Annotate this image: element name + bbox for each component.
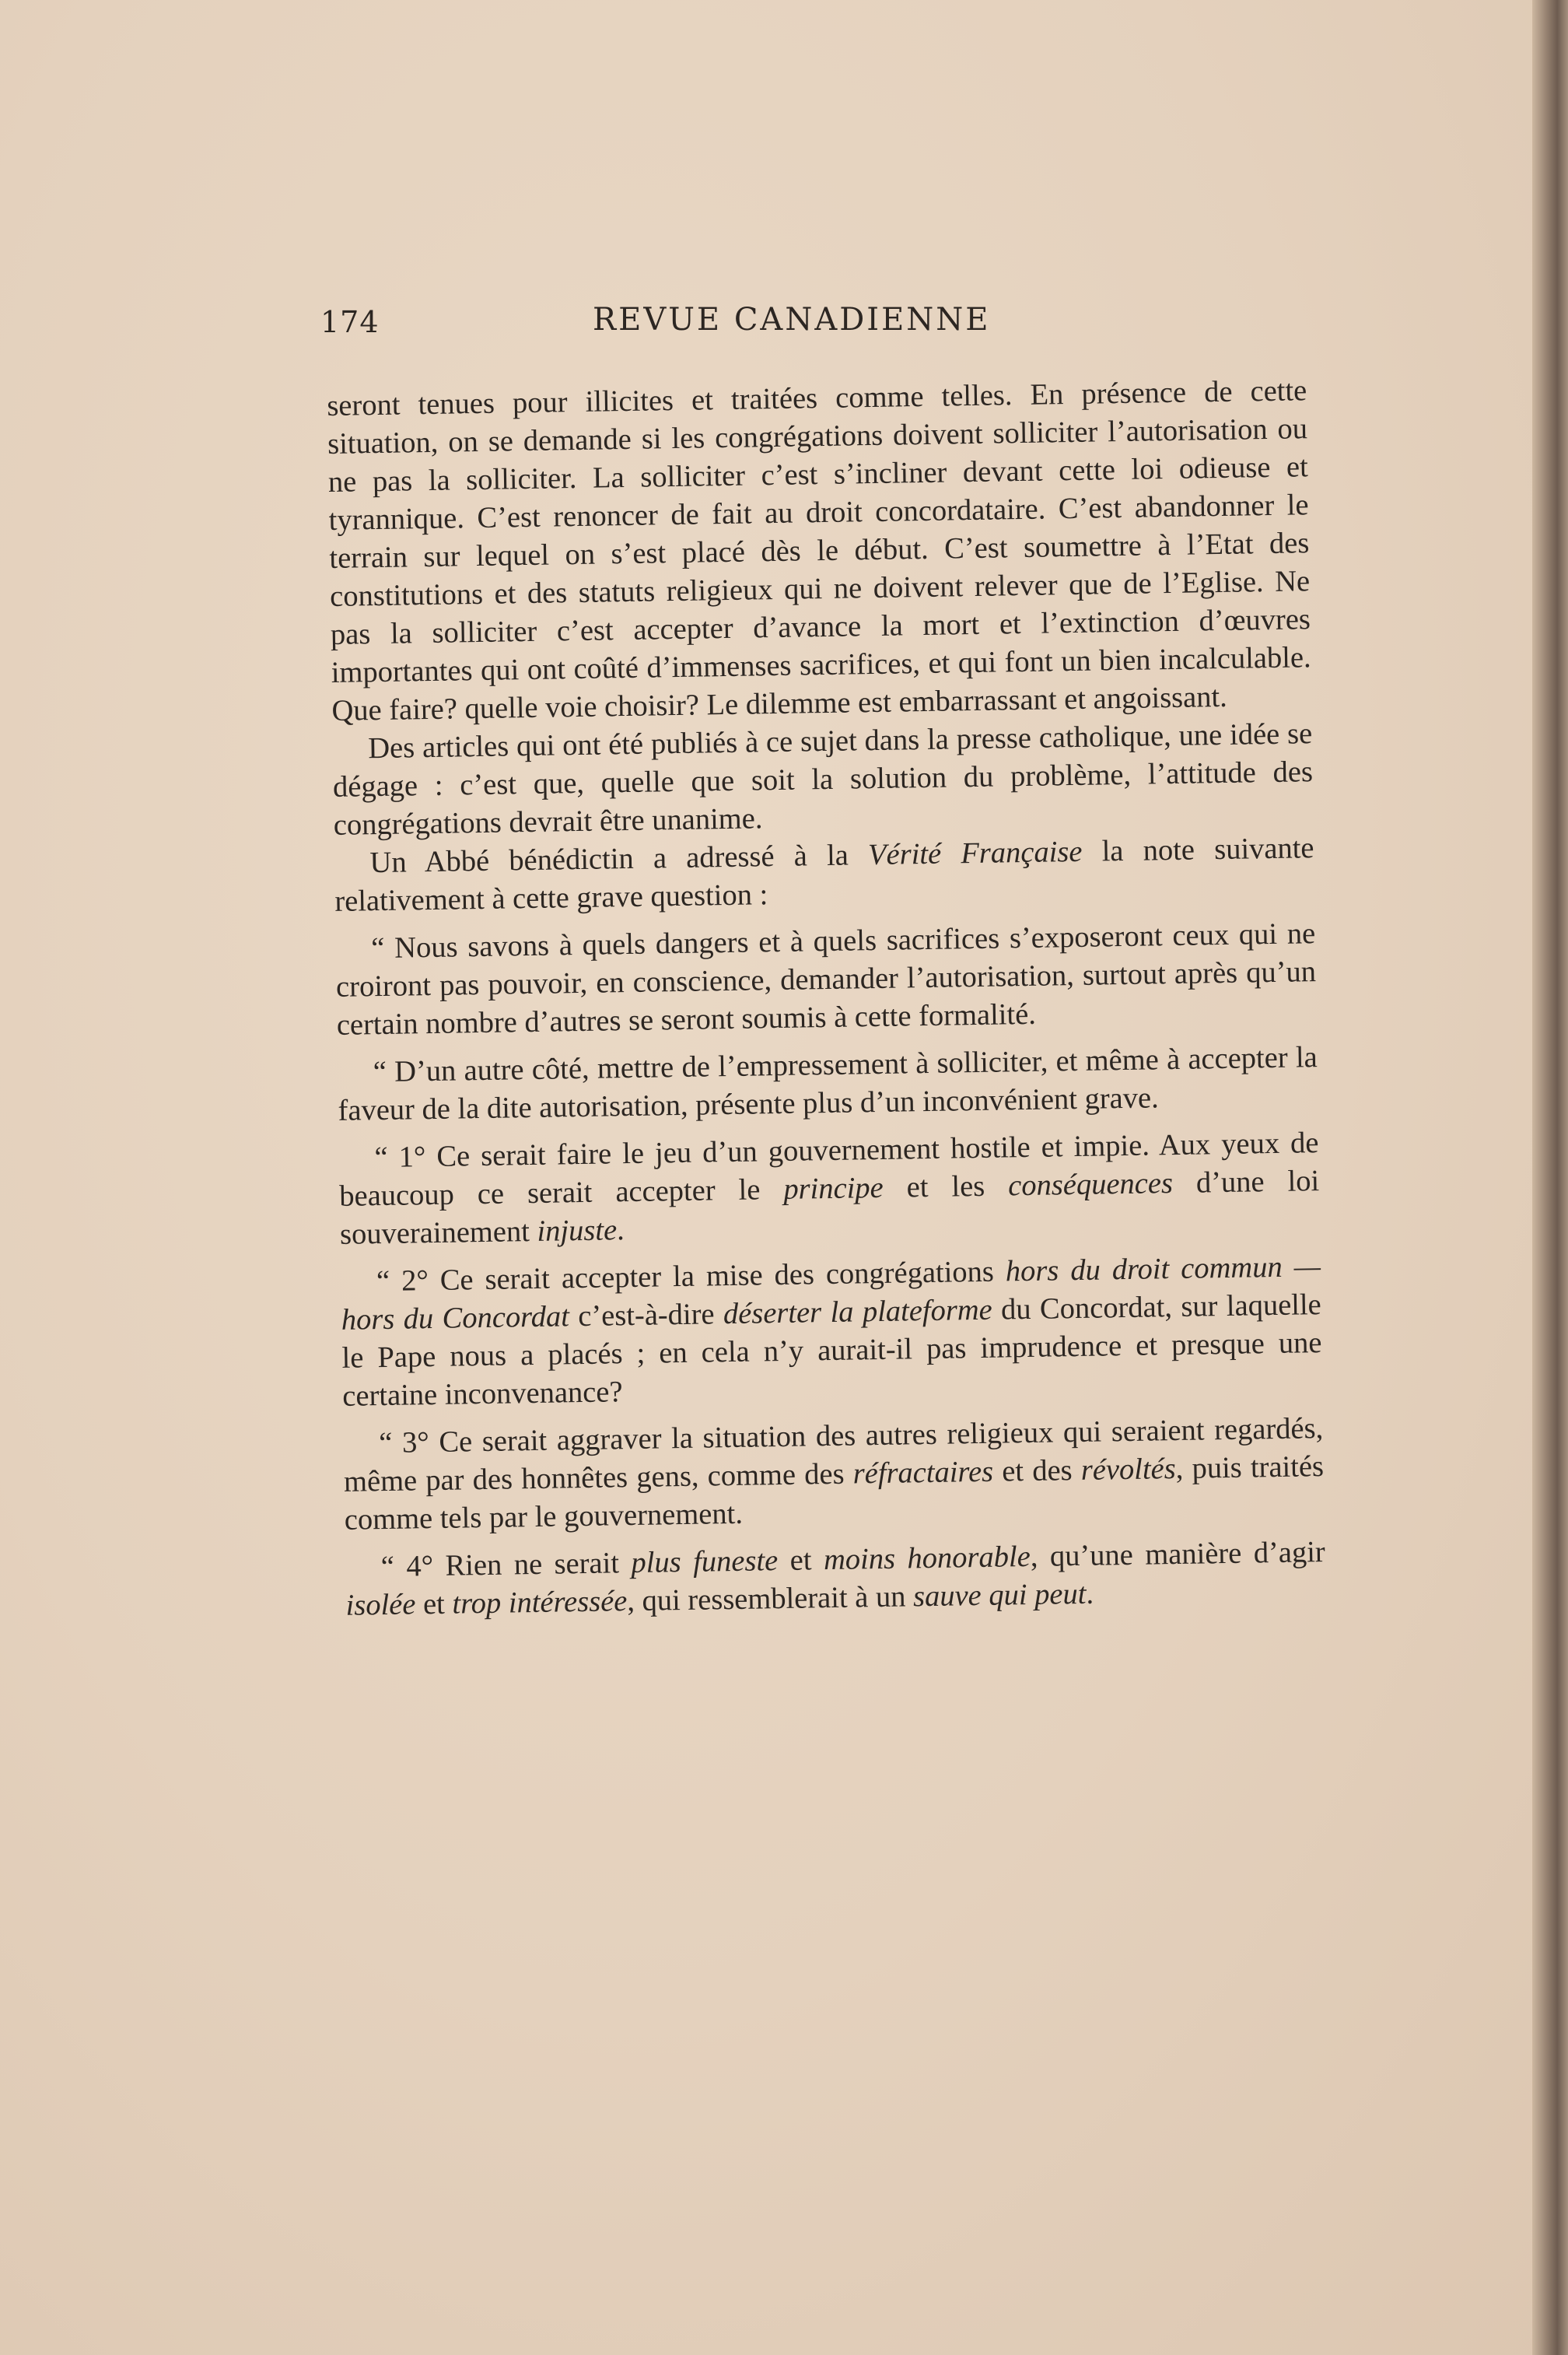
page-number: 174	[320, 305, 380, 339]
point2-text: du Concordat, sur laquelle le Pape nous a placés ; en cela n’y aurait-il pas imprudence et presque une certaine inconvenance?	[341, 1288, 1322, 1413]
point3-italic-revoltes: révoltés	[1080, 1453, 1177, 1487]
quote-paragraph-other-side: “ D’un autre côté, mettre de l’empressement à solliciter, et même à accepter la faveur de la dite autorisation, présente plus d’un inconvénient grave.	[338, 1041, 1318, 1127]
abbe-text: Un Abbé bénédictin a adressé à la	[369, 839, 869, 880]
point3-text: “ 3° Ce serait aggraver la situation des autres religieux qui seraient regardés, même par des honnêtes gens, comme des	[343, 1412, 1324, 1498]
quote-point-1	[338, 1124, 1320, 1254]
point3-italic-refractaires: réfractaires	[852, 1455, 994, 1491]
point4-italic-trop-interessee: trop intéressée	[452, 1585, 628, 1621]
point2-italic-hors-du-droit: hors du droit commun — hors du Concordat	[341, 1250, 1321, 1337]
page-body-text	[327, 372, 1326, 1625]
paragraph-abbe	[334, 829, 1314, 921]
point4-text: et	[415, 1587, 453, 1621]
point4-text: , qui ressemblerait à un	[626, 1580, 914, 1618]
quote-point-4	[345, 1533, 1325, 1625]
point3-text: et des	[992, 1453, 1082, 1488]
point4-italic-moins-honorable: moins honorable	[823, 1540, 1031, 1577]
quote-point-3	[343, 1410, 1325, 1540]
point2-italic-deserter: déserter la plateforme	[723, 1293, 992, 1331]
point1-text: d’une loi souverainement	[339, 1165, 1320, 1251]
point4-italic-plus-funeste: plus funeste	[631, 1544, 779, 1580]
page-header	[320, 302, 1316, 349]
abbe-text-end: la note suivante relativement à cette grave question :	[334, 832, 1314, 918]
point4-text: , qu’une manière d’agir	[1030, 1536, 1326, 1573]
point1-text: .	[616, 1214, 625, 1247]
point1-italic-consequences: conséquences	[1007, 1167, 1174, 1203]
point1-italic-principe: principe	[783, 1171, 884, 1206]
point4-text: et	[777, 1544, 824, 1578]
point4-italic-sauve-qui-peut: sauve qui peut	[912, 1577, 1087, 1614]
point2-text: “ 2° Ce serait accepter la mise des congrégations	[376, 1255, 1006, 1298]
book-spine-shadow	[1532, 0, 1568, 2355]
point1-text: et les	[883, 1169, 1009, 1204]
paragraph-continuation: seront tenues pour illicites et traitées comme telles. En présence de cette situation, on se demande si les congrégations doivent solliciter l’autorisation ou ne pas la solliciter. La solliciter c’est s’incliner devant cette loi odieuse et tyrannique. C’est renoncer de fait au droit concordataire. C’est abandonner le terrain sur lequel on s’est placé dès le début. C’est soumettre à l’Etat des constitutions et des statuts religieux qui ne doivent relever que de l’Eglise. Ne pas la solliciter c’est accepter d’avance la mort et l’extinction d’œuvres importantes qui ont coûté d’immenses sacrifices, et qui font un bien incalculable. Que faire? quelle voie choisir? Le dilemme est embarrassant et angoissant.	[327, 374, 1311, 727]
point2-text: c’est-à-dire	[569, 1298, 724, 1333]
quote-point-2	[341, 1248, 1323, 1416]
point4-text: .	[1086, 1577, 1094, 1610]
running-title: REVUE CANADIENNE	[593, 302, 991, 338]
point4-text: “ 4° Rien ne serait	[380, 1547, 632, 1584]
point1-text: “ 1° Ce serait faire le jeu d’un gouvernement hostile et impie. Aux yeux de beaucoup ce serait accepter le	[339, 1127, 1319, 1213]
journal-title: Vérité Française	[867, 835, 1083, 872]
paragraph-press: Des articles qui ont été publiés à ce sujet dans la presse catholique, une idée se dégage : c’est que, quelle que soit la solution du problème, l’attitude des congrégations devrait être unanime.	[332, 717, 1314, 842]
point1-italic-injuste: injuste	[537, 1214, 618, 1248]
quote-paragraph-dangers: “ Nous savons à quels dangers et à quels sacrifices s’exposeront ceux qui ne croiront pas pouvoir, en conscience, demander l’autorisation, surtout après qu’un certain nombre d’autres se seront soumis à cette formalité.	[335, 917, 1317, 1042]
point4-italic-isolee: isolée	[345, 1588, 416, 1622]
point3-text: , puis traités comme tels par le gouvernement.	[344, 1450, 1325, 1537]
